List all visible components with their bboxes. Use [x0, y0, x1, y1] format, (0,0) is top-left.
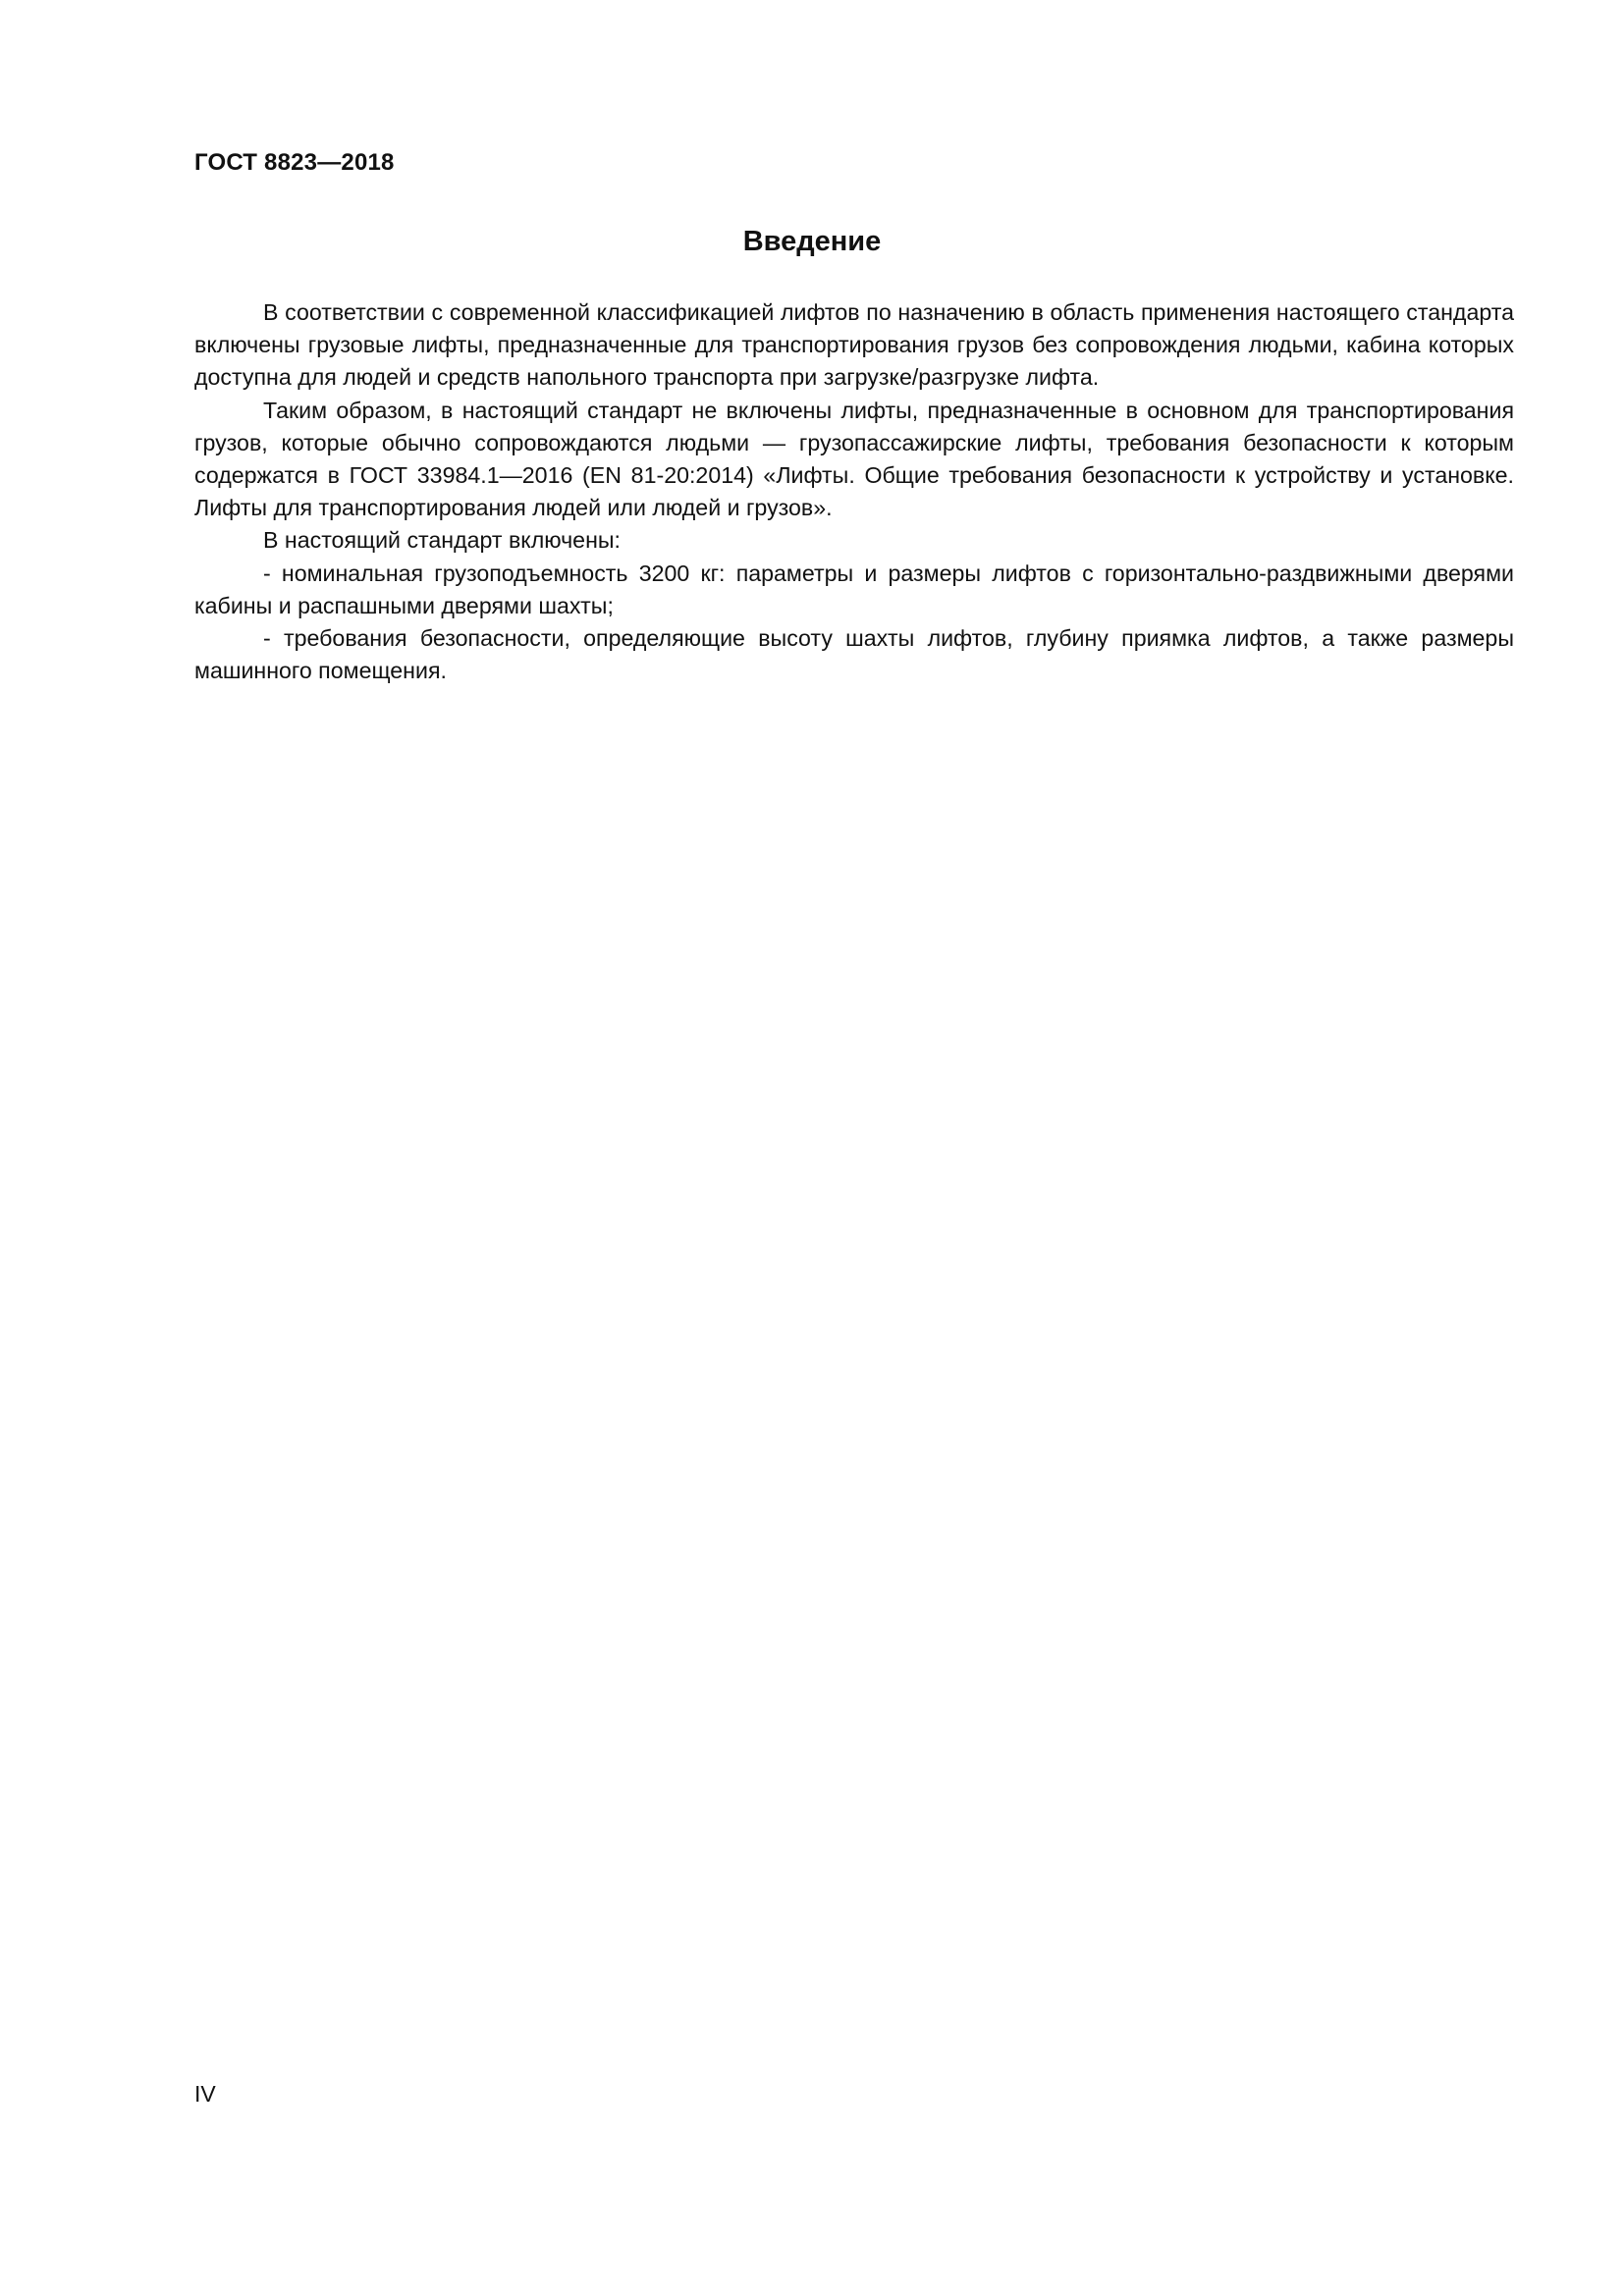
- introduction-body: [194, 296, 1514, 687]
- page-number: IV: [194, 2081, 216, 2107]
- list-item: - требования безопасности, определяющие высоту шахты лифтов, глубину приямка лифтов, а также размеры машинного помещения.: [194, 625, 1514, 684]
- section-title: Введение: [742, 226, 882, 257]
- list-item: - номинальная грузоподъемность 3200 кг: параметры и размеры лифтов с горизонтально-раздвижными дверями кабины и распашными дверями шахты;: [194, 560, 1514, 618]
- paragraph: Таким образом, в настоящий стандарт не включены лифты, предназначенные в основном для транспортирования грузов, которые обычно сопровождаются людьми — грузопассажирские лифты, требования безопасности к которым содержатся в ГОСТ 33984.1—2016 (EN 81-20:2014) «Лифты. Общие требования безопасности к устройству и установке. Лифты для транспортирования людей или людей и грузов».: [194, 397, 1514, 521]
- document-header: ГОСТ 8823—2018: [194, 149, 395, 176]
- paragraph: В соответствии с современной классификацией лифтов по назначению в область применения настоящего стандарта включены грузовые лифты, предназначенные для транспортирования грузов без сопровождения людьми, кабина которых доступна для людей и средств напольного транспорта при загрузке/разгрузке лифта.: [194, 299, 1514, 391]
- paragraph: В настоящий стандарт включены:: [263, 527, 621, 554]
